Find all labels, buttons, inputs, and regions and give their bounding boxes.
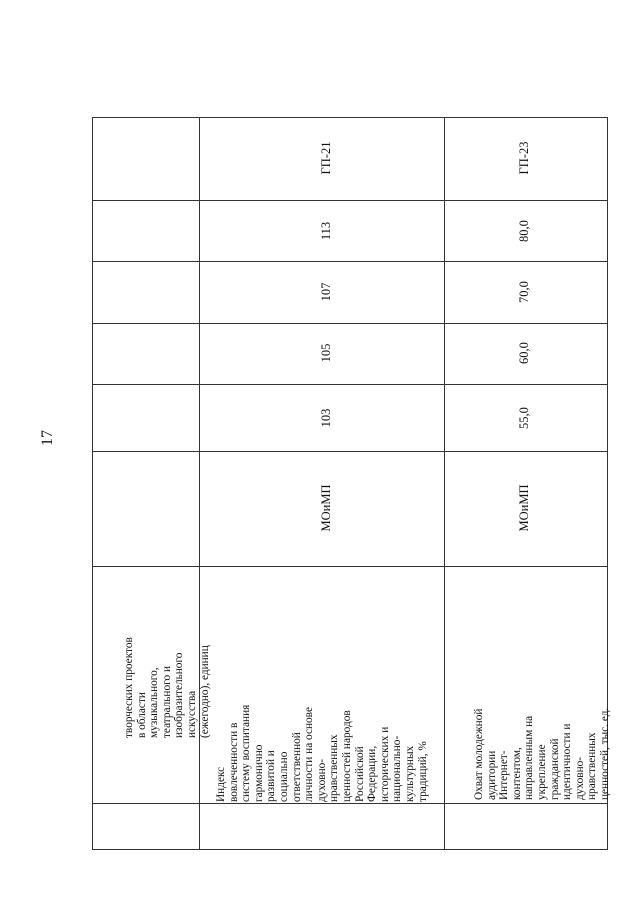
- row-2-value-1: 55,0: [517, 407, 531, 429]
- row-1-value-1: 103: [319, 408, 333, 428]
- page-number: 17: [39, 430, 56, 446]
- column-line-v1: [92, 451, 608, 452]
- row-divider-1: [199, 117, 200, 850]
- row-2-value-4: 80,0: [517, 220, 531, 242]
- row-2-responsible: МОиМП: [517, 484, 531, 532]
- row-1-responsible: МОиМП: [319, 484, 333, 532]
- row-1-value-3: 107: [319, 282, 333, 302]
- column-line-v2: [92, 384, 608, 385]
- row-1-value-2: 105: [319, 343, 333, 363]
- row-2-value-2: 60,0: [517, 342, 531, 364]
- table-top-border: [92, 117, 93, 850]
- row-top-description: творческих проектов в области музыкального, театрального и изобразительного искусства (ежегодно), единиц: [123, 637, 211, 738]
- row-divider-2: [444, 117, 445, 850]
- row-2-code: ГП-23: [517, 141, 531, 175]
- row-1-description: Индекс вовлеченности в систему воспитания гармонично развитой и социально ответственной личности на основе духовно- нравственных ценностей народов Российской Федерации, исторических и национально- культурных традиций, %: [215, 704, 429, 802]
- table-edge-right: [92, 849, 608, 850]
- row-2-value-3: 70,0: [517, 281, 531, 303]
- row-1-code: ГП-21: [319, 141, 333, 175]
- column-line-description: [92, 803, 608, 804]
- row-2-description: Охват молодежной аудитории Интернет- контентом, направленным на укрепление гражданской идентичности и духовно- нравственных ценностей, тыс. ед.: [473, 707, 611, 800]
- row-1-value-4: 113: [319, 221, 333, 241]
